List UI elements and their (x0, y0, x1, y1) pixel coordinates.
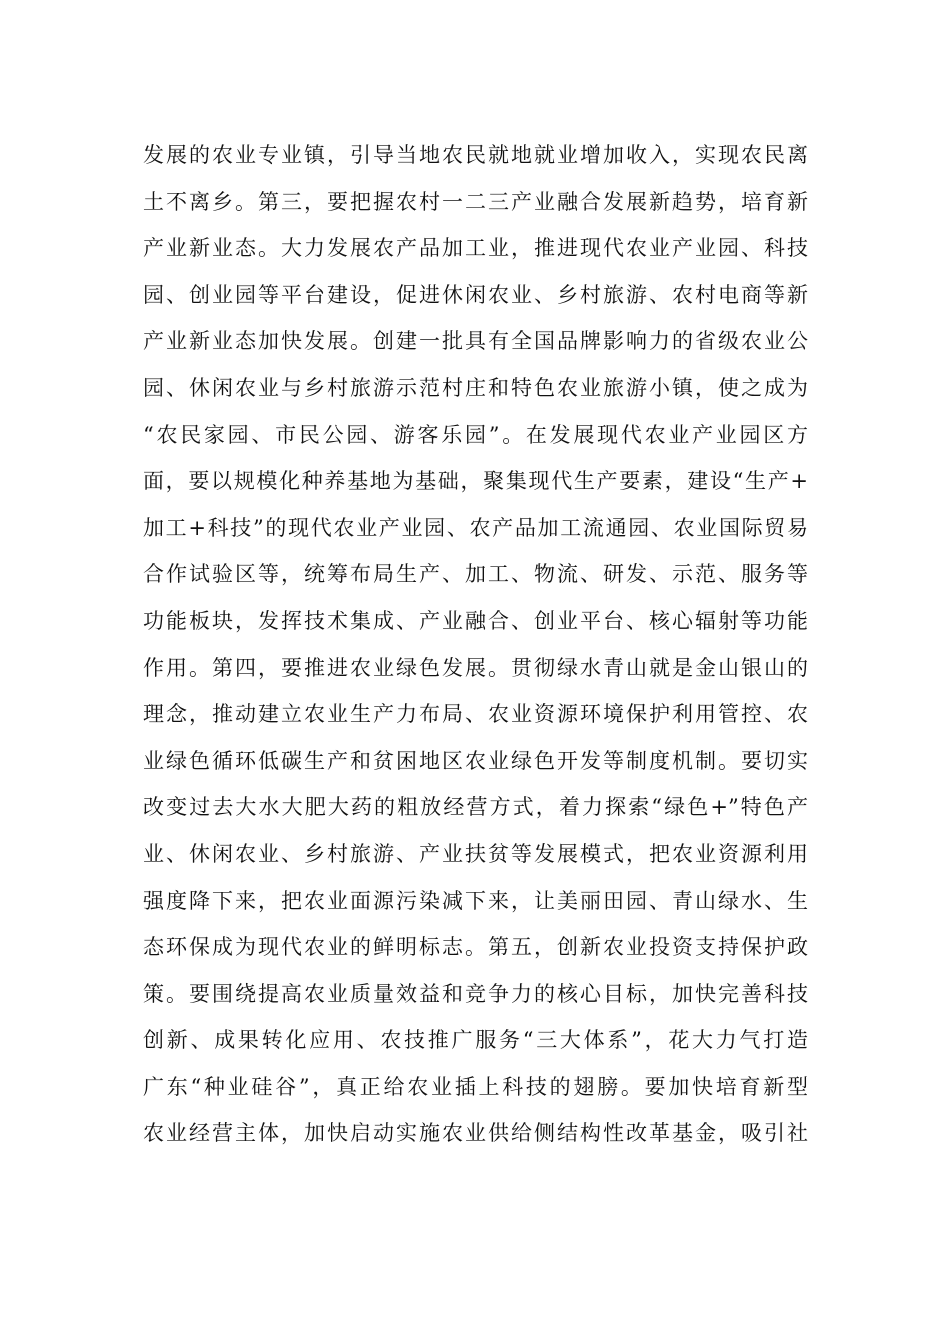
text-line: 策。要围绕提高农业质量效益和竞争力的核心目标，加快完善科技 (143, 981, 808, 1006)
text-line: 面，要以规模化种养基地为基础，聚集现代生产要素，建设“生产+ (143, 469, 808, 494)
text-line: 改变过去大水大肥大药的粗放经营方式，着力探索“绿色+”特色产 (143, 795, 808, 820)
text-line: 园、休闲农业与乡村旅游示范村庄和特色农业旅游小镇，使之成为 (143, 375, 808, 400)
text-line: 农业经营主体，加快启动实施农业供给侧结构性改革基金，吸引社 (143, 1121, 808, 1146)
text-line: 广东“种业硅谷”，真正给农业插上科技的翅膀。要加快培育新型 (143, 1074, 808, 1099)
text-line: 功能板块，发挥技术集成、产业融合、创业平台、核心辐射等功能 (143, 608, 808, 633)
text-line: 理念，推动建立农业生产力布局、农业资源环境保护利用管控、农 (143, 702, 808, 727)
text-line: 创新、成果转化应用、农技推广服务“三大体系”，花大力气打造 (143, 1028, 808, 1053)
text-line: 土不离乡。第三，要把握农村一二三产业融合发展新趋势，培育新 (143, 189, 808, 214)
text-line: 合作试验区等，统筹布局生产、加工、物流、研发、示范、服务等 (143, 562, 808, 587)
text-line: 产业新业态加快发展。创建一批具有全国品牌影响力的省级农业公 (143, 329, 808, 354)
text-line: 作用。第四，要推进农业绿色发展。贯彻绿水青山就是金山银山的 (143, 655, 808, 680)
text-line: 园、创业园等平台建设，促进休闲农业、乡村旅游、农村电商等新 (143, 282, 808, 307)
body-text (143, 132, 808, 1157)
text-line: 加工+科技”的现代农业产业园、农产品加工流通园、农业国际贸易 (143, 515, 808, 540)
text-line: 业、休闲农业、乡村旅游、产业扶贫等发展模式，把农业资源利用 (143, 841, 808, 866)
text-line: “农民家园、市民公园、游客乐园”。在发展现代农业产业园区方 (143, 422, 808, 447)
text-line: 强度降下来，把农业面源污染减下来，让美丽田园、青山绿水、生 (143, 888, 808, 913)
text-line: 产业新业态。大力发展农产品加工业，推进现代农业产业园、科技 (143, 236, 808, 261)
text-line: 发展的农业专业镇，引导当地农民就地就业增加收入，实现农民离 (143, 143, 808, 167)
text-line: 业绿色循环低碳生产和贫困地区农业绿色开发等制度机制。要切实 (143, 748, 808, 773)
text-line: 态环保成为现代农业的鲜明标志。第五，创新农业投资支持保护政 (143, 935, 808, 960)
